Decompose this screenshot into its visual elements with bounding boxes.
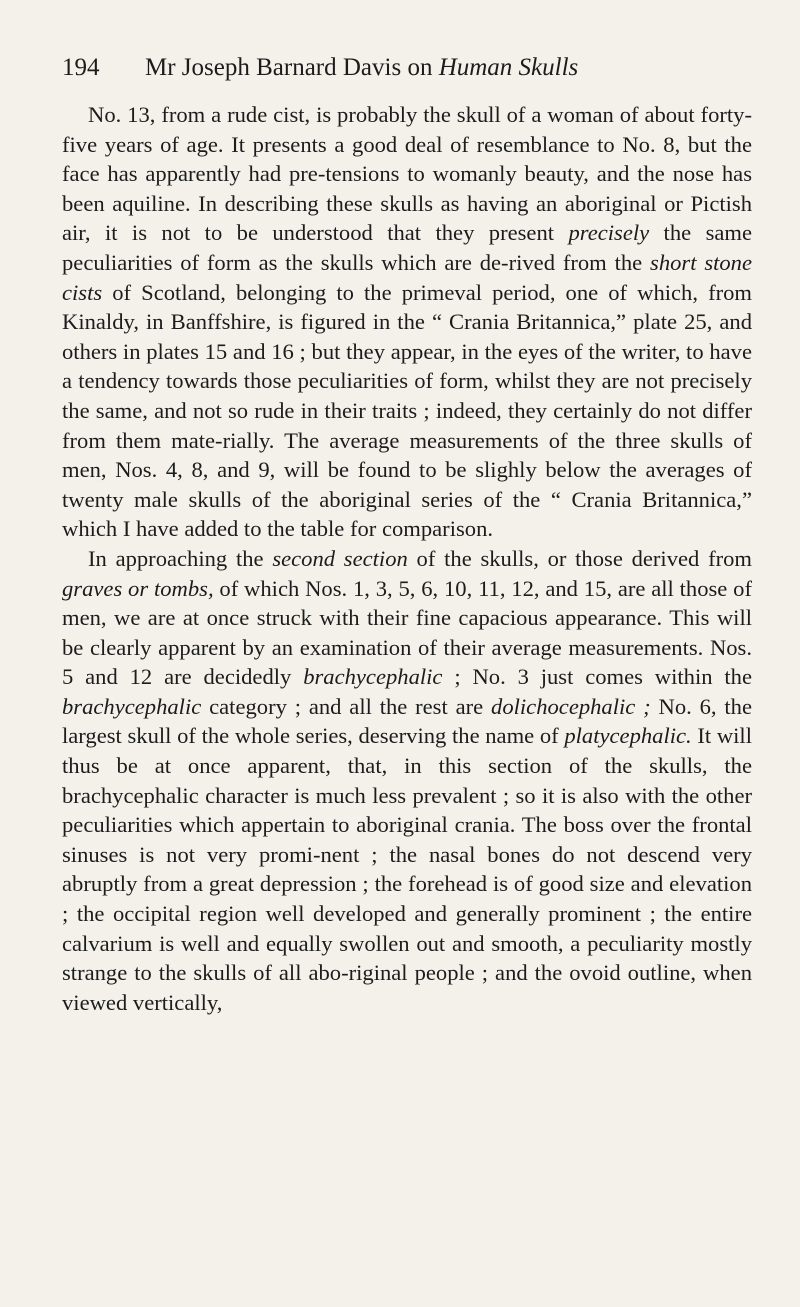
- running-title: [145, 48, 578, 88]
- running-title-subject: Human Skulls: [438, 54, 579, 81]
- text-run: ; No. 3 just comes within the: [442, 664, 752, 690]
- text-run: of the skulls, or those derived from: [407, 545, 752, 571]
- running-title-author: Mr Joseph Barnard Davis on: [145, 54, 439, 81]
- italic-text-run: graves or tombs,: [62, 575, 214, 601]
- text-run: It will thus be at once apparent, that, in this section of the skulls, the brachycephalic character is much less prevalent ; so it is also with the other peculiarities which appertain to aboriginal crania. The boss over the frontal sinuses is not very promi-nent ; the nasal bones do not descend very abruptly from a great depression ; the forehead is of good size and elevation ; the occipital region well developed and generally prominent ; the entire calvarium is well and equally swollen out and smooth, a peculiarity mostly strange to the skulls of all abo-riginal people ; and the ovoid outline, when viewed vertically,: [62, 723, 752, 1015]
- text-run: the same peculiarities of form as the skulls which are de-rived from the: [62, 220, 752, 275]
- italic-text-run: brachycephalic: [303, 664, 443, 690]
- italic-text-run: platycephalic.: [564, 723, 692, 749]
- italic-text-run: short stone cists: [62, 249, 753, 305]
- page-number: 194: [62, 54, 100, 81]
- running-head: [62, 48, 752, 88]
- text-run: of Scotland, belonging to the primeval period, one of which, from Kinaldy, in Banffshire, is figured in the “ Crania Britannica,” plate 25, and others in plates 15 and 16 ; but they appear, in the eyes of the writer, to have a tendency towards those peculiarities of form, whilst they are not precisely the same, and not so rude in their traits ; indeed, they certainly do not differ from them mate-rially. The average measurements of the three skulls of men, Nos. 4, 8, and 9, will be found to be slighly below the averages of twenty male skulls of the aboriginal series of the “ Crania Britannica,” which I have added to the table for comparison.: [62, 279, 752, 542]
- text-run: category ; and all the rest are: [201, 693, 492, 719]
- paragraph-second-section: [62, 544, 752, 1018]
- text-run: No. 6, the largest skull of the whole series, deserving the name of: [62, 693, 752, 749]
- text-run: of which Nos. 1, 3, 5, 6, 10, 11, 12, and 15, are all those of men, we are at once struck with their fine capacious appearance. This will be clearly apparent by an examination of their average measurements. Nos. 5 and 12 are decidedly: [62, 575, 752, 690]
- italic-text-run: brachycephalic: [62, 693, 202, 719]
- italic-text-run: second section: [272, 545, 408, 571]
- text-run: In approaching the: [88, 545, 273, 571]
- paragraph-first-section: [62, 100, 752, 544]
- italic-text-run: precisely: [568, 220, 650, 246]
- text-run: No. 13, from a rude cist, is probably the skull of a woman of about forty-five years of age. It presents a good deal of resemblance to No. 8, but the face has apparently had pre-tensions to womanly beauty, and the nose has been aquiline. In describing these skulls as having an aboriginal or Pictish air, it is not to be understood that they present: [62, 102, 752, 246]
- italic-text-run: dolichocephalic ;: [491, 693, 651, 719]
- body-text: [62, 100, 752, 1017]
